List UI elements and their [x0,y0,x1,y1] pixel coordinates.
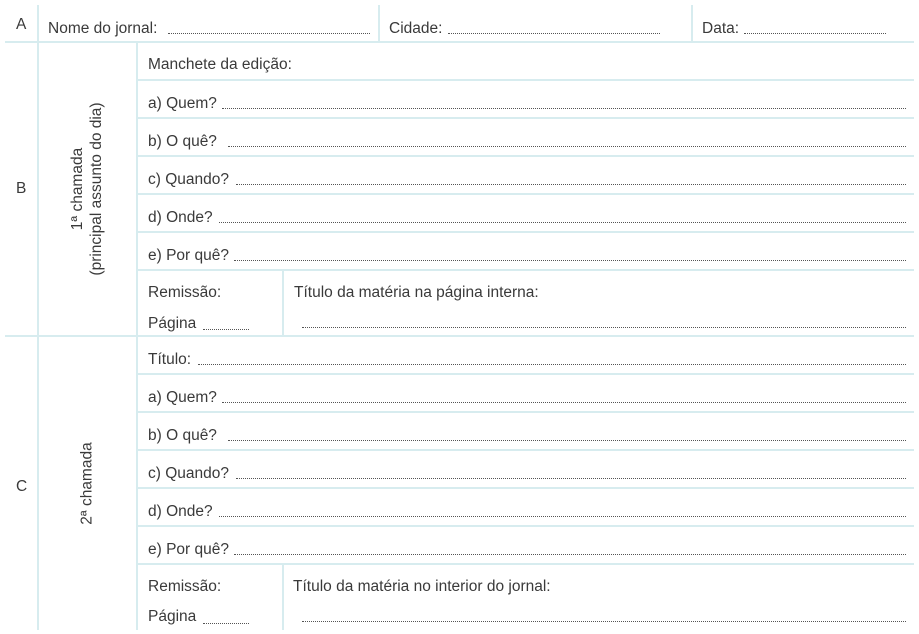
section-c-side-label: 2ª chamada [78,442,96,525]
pagina-label: Página [148,608,197,625]
question-label: b) O quê? [148,427,217,444]
pagina-label: Página [148,315,197,332]
data-cell[interactable] [693,5,914,41]
answer-line[interactable] [222,402,906,403]
manchete-cell[interactable] [138,43,914,79]
answer-line[interactable] [236,478,906,479]
answer-line[interactable] [222,108,906,109]
cidade-cell[interactable] [380,5,691,41]
c-titulo-line[interactable] [198,364,906,365]
remissao-label: Remissão: [148,284,222,301]
answer-line[interactable] [234,260,906,261]
section-c-side-cell [39,337,136,630]
section-c-letter-cell [5,337,37,630]
question-label: e) Por quê? [148,247,229,264]
titulo-materia-line[interactable] [302,621,906,622]
answer-line[interactable] [228,440,906,441]
answer-line[interactable] [236,184,906,185]
b-question-o-que[interactable] [138,119,914,155]
data-label: Data: [702,20,740,37]
manchete-label: Manchete da edição: [148,56,292,73]
question-label: c) Quando? [148,465,229,482]
nome-jornal-line[interactable] [168,33,370,34]
question-label: b) O quê? [148,133,217,150]
c-titulo-label: Título: [148,351,192,368]
nome-jornal-cell[interactable] [39,5,378,41]
c-question-o-que[interactable] [138,413,914,449]
b-question-quem[interactable] [138,81,914,117]
answer-line[interactable] [219,516,906,517]
remissao-label: Remissão: [148,578,222,595]
question-label: a) Quem? [148,389,217,406]
question-label: e) Por quê? [148,541,229,558]
newspaper-analysis-form [5,5,914,630]
c-question-por-que[interactable] [138,527,914,563]
b-question-por-que[interactable] [138,233,914,269]
nome-jornal-label: Nome do jornal: [48,20,158,37]
c-titulo-cell[interactable] [138,337,914,373]
data-line[interactable] [744,33,886,34]
c-remissao-cell[interactable] [138,565,282,630]
pagina-line[interactable] [203,329,249,330]
titulo-materia-line[interactable] [302,327,906,328]
titulo-materia-label: Título da matéria no interior do jornal: [293,578,551,595]
b-titulo-materia-cell[interactable] [284,271,914,335]
pagina-line[interactable] [203,623,249,624]
c-titulo-materia-cell[interactable] [284,565,914,630]
section-b-side-line2: (principal assunto do dia) [88,102,105,276]
c-question-quando[interactable] [138,451,914,487]
cidade-label: Cidade: [389,20,443,37]
question-label: c) Quando? [148,171,229,188]
row-a-letter: A [16,16,27,33]
b-question-quando[interactable] [138,157,914,193]
answer-line[interactable] [228,146,906,147]
question-label: d) Onde? [148,209,213,226]
c-question-quem[interactable] [138,375,914,411]
answer-line[interactable] [219,222,906,223]
b-remissao-cell[interactable] [138,271,282,335]
titulo-materia-label: Título da matéria na página interna: [294,284,539,301]
section-c-letter: C [16,478,28,495]
section-b-side-line1: 1ª chamada [69,147,86,231]
answer-line[interactable] [234,554,906,555]
c-question-onde[interactable] [138,489,914,525]
section-b-side-label [68,89,106,289]
section-b-letter-cell [5,43,37,335]
question-label: a) Quem? [148,95,217,112]
cidade-line[interactable] [448,33,660,34]
row-a-letter-cell [5,5,37,41]
b-question-onde[interactable] [138,195,914,231]
section-b-side-cell [39,43,136,335]
question-label: d) Onde? [148,503,213,520]
section-b-letter: B [16,180,27,197]
